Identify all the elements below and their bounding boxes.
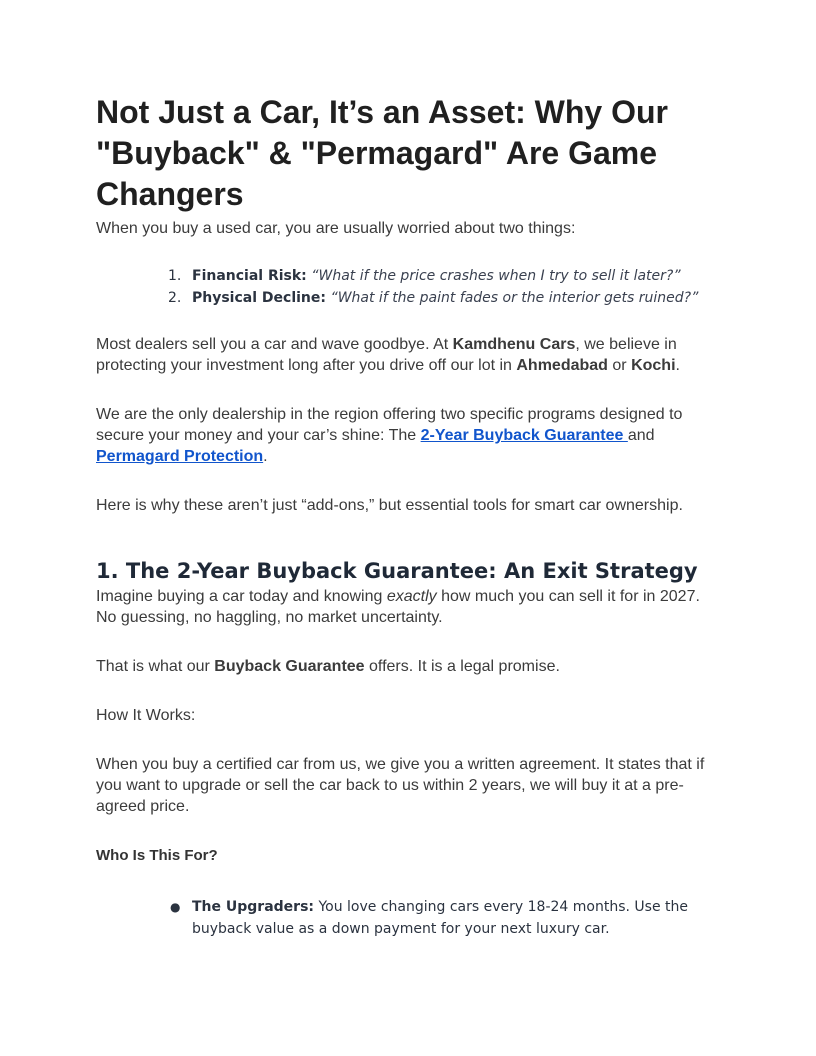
intro-paragraph: When you buy a used car, you are usually worried about two things: — [96, 220, 576, 237]
permagard-protection-link[interactable]: Permagard Protection — [96, 448, 264, 465]
risk-label: Financial Risk: — [192, 268, 307, 284]
who-label: The Upgraders: — [192, 899, 315, 915]
emphasis: exactly — [386, 588, 437, 605]
section-heading: 1. The 2-Year Buyback Guarantee: An Exit Strategy — [96, 559, 698, 583]
list-item — [96, 287, 720, 309]
city-ahmedabad: Ahmedabad — [516, 357, 608, 374]
text-run: . — [675, 357, 680, 374]
who-list — [96, 896, 720, 940]
text-run: how much you can sell it for in 2027. No guessing, no haggling, no market uncertainty. — [96, 588, 700, 626]
city-kochi: Kochi — [631, 357, 676, 374]
list-number: 2. — [168, 290, 182, 306]
brand-name: Kamdhenu Cars — [452, 336, 576, 353]
risk-question: “What if the price crashes when I try to sell it later?” — [311, 268, 681, 284]
who-text: You love changing cars every 18-24 months. Use the buyback value as a down payment for your next luxury car. — [192, 899, 688, 937]
why-paragraph: Here is why these aren’t just “add-ons,” but essential tools for smart car ownership. — [96, 497, 683, 514]
text-run: That is what our — [96, 658, 215, 675]
list-item — [96, 896, 720, 940]
list-number: 1. — [168, 268, 182, 284]
text-run: Most dealers sell you a car and wave goodbye. At — [96, 336, 453, 353]
text-run: We are the only dealership in the region offering two specific programs designed to secure your money and your car’s shine: The — [96, 406, 683, 444]
programs-paragraph — [96, 404, 720, 467]
document-title: Not Just a Car, It’s an Asset: Why Our "Buyback" & "Permagard" Are Game Changers — [96, 94, 668, 212]
text-run: offers. It is a legal promise. — [364, 658, 560, 675]
bullet-icon: ● — [170, 900, 181, 914]
text-run: Imagine buying a car today and knowing — [96, 588, 387, 605]
text-run: and — [627, 427, 655, 444]
text-run: or — [607, 357, 632, 374]
buyback-guarantee-bold: Buyback Guarantee — [214, 658, 365, 675]
risks-list — [96, 265, 720, 309]
works-paragraph: When you buy a certified car from us, we give you a written agreement. It states that if you want to upgrade or sell the car back to us within 2 years, we will buy it at a pre-agreed price. — [96, 756, 705, 815]
buyback-guarantee-link[interactable]: 2-Year Buyback Guarantee — [420, 427, 628, 444]
document-page — [96, 92, 720, 940]
how-it-works-label: How It Works: — [96, 707, 196, 724]
offers-paragraph — [96, 656, 720, 677]
dealers-paragraph — [96, 334, 720, 376]
list-item — [96, 265, 720, 287]
imagine-paragraph — [96, 586, 720, 628]
who-heading: Who Is This For? — [96, 847, 218, 864]
risk-label: Physical Decline: — [192, 290, 326, 306]
risk-question: “What if the paint fades or the interior gets ruined?” — [330, 290, 699, 306]
text-run: . — [263, 448, 268, 465]
text-run: , we believe in protecting your investment long after you drive off our lot in — [96, 336, 677, 374]
